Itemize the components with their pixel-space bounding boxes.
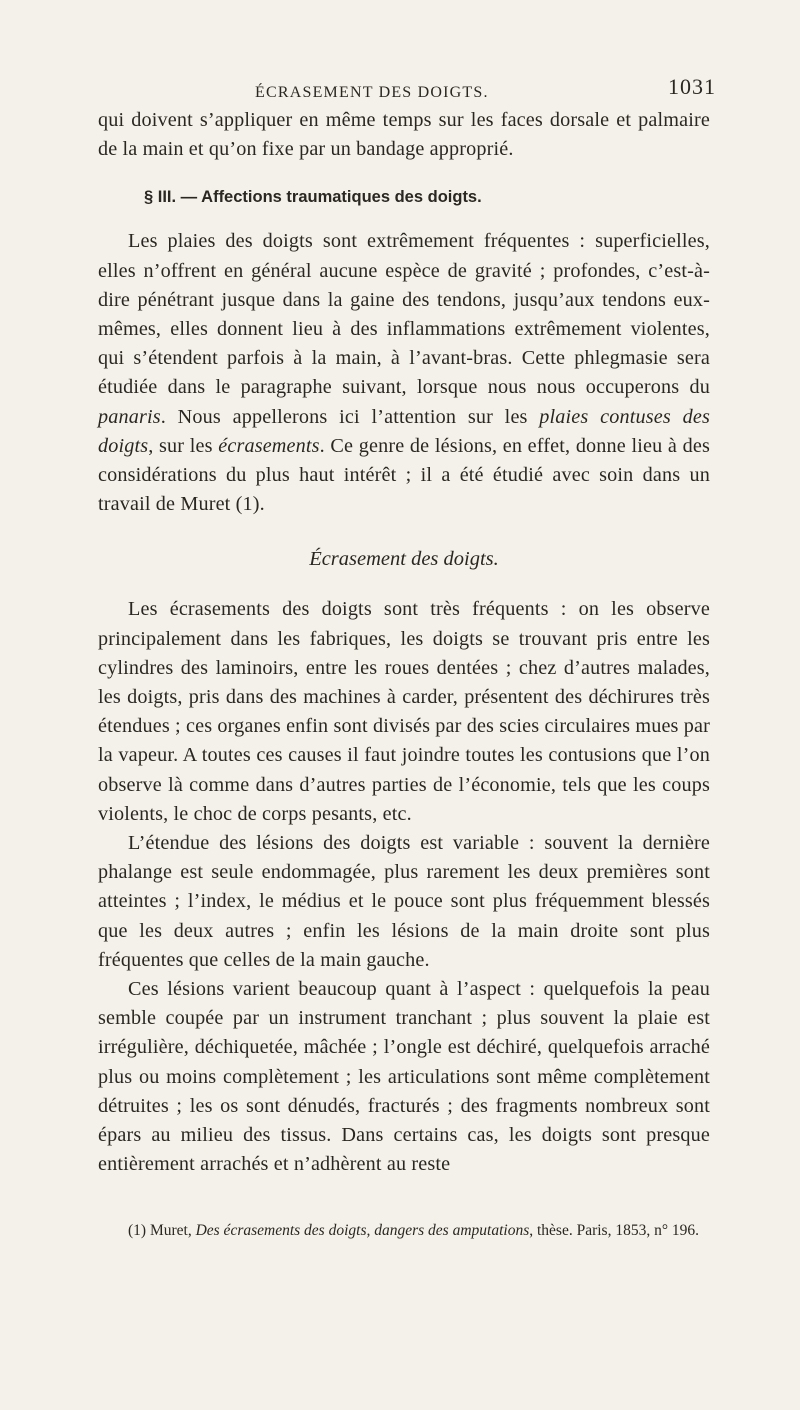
- paragraph-aspect: Ces lésions varient beaucoup quant à l’aspect : quelquefois la peau semble coupée par un instrument tranchant ; plus souvent la plaie est irrégulière, déchiquetée, mâchée ; l’ongle est déchiré, quelquefois arraché plus ou moins complètement ; les articulations sont même complètement détruites ; les os sont dénudés, fracturés ; des fragments nombreux sont épars au milieu des tissus. Dans certains cas, les doigts sont presque entièrement arrachés et n’adhèrent au reste: [98, 978, 710, 1176]
- running-head: [98, 72, 716, 106]
- subheading: Écrasement des doigts.: [309, 548, 499, 571]
- paragraph-plaies: [98, 227, 710, 519]
- text-run: . Nous appellerons ici l’attention sur les: [160, 405, 540, 428]
- italic-term-ecrasements: écrasements: [218, 434, 320, 457]
- page-number: 1031: [668, 74, 716, 99]
- italic-term-plaies: plaies contuses des doigts: [98, 405, 710, 457]
- text-run: Les plaies des doigts sont extrêmement fréquentes : superficielles, elles n’offrent en général aucune espèce de gravité ; profondes, c’est-à-dire pénétrant jusque dans la gaine des tendons, jusqu’aux tendons eux-mêmes, elles donnent lieu à des inflammations extrêmement violentes, qui s’étendent parfois à la main, à l’avant-bras. Cette phlegmasie sera étudiée dans le paragraphe suivant, lorsque nous nous occuperons du: [98, 230, 710, 399]
- running-title: ÉCRASEMENT DES DOIGTS.: [255, 84, 489, 101]
- paragraph-frequency: Les écrasements des doigts sont très fréquents : on les observe principalement dans les fabriques, les doigts se trouvant pris entre les cylindres des laminoirs, entre les roues dentées ; chez d’autres malades, les doigts, pris dans des machines à carder, présentent des déchirures très étendues ; ces organes enfin sont divisés par des scies circulaires mues par la vapeur. A toutes ces causes il faut joindre toutes les contusions que l’on observe là comme dans d’autres parties de l’économie, tels que les coups violents, le choc de corps pesants, etc.: [98, 598, 710, 825]
- text-run: . Ce genre de lésions, en effet, donne lieu à des considérations du plus haut intérêt ; il a été étudié avec soin dans un travail de Muret (1).: [98, 434, 710, 516]
- footnote-text: [98, 1222, 710, 1239]
- footnote: [98, 1222, 710, 1239]
- paragraph-continuation: qui doivent s’appliquer en même temps sur les faces dorsale et palmaire de la main et qu’on fixe par un bandage approprié.: [98, 109, 710, 161]
- italic-term-panaris: panaris: [98, 405, 161, 428]
- footnote-marker: (1) Muret,: [128, 1221, 196, 1239]
- text-run: , sur les: [148, 434, 219, 457]
- footnote-title: Des écrasements des doigts, dangers des amputations: [195, 1221, 530, 1239]
- section-heading: § III. — Affections traumatiques des doigts.: [144, 188, 482, 207]
- paragraph-extent: L’étendue des lésions des doigts est variable : souvent la dernière phalange est seule endommagée, plus rarement les deux premières sont atteintes ; l’index, le médius et le pouce sont plus fréquemment blessés que les deux autres ; enfin les lésions de la main droite sont plus fréquentes que celles de la main gauche.: [98, 832, 710, 971]
- footnote-rest: , thèse. Paris, 1853, n° 196.: [529, 1221, 700, 1239]
